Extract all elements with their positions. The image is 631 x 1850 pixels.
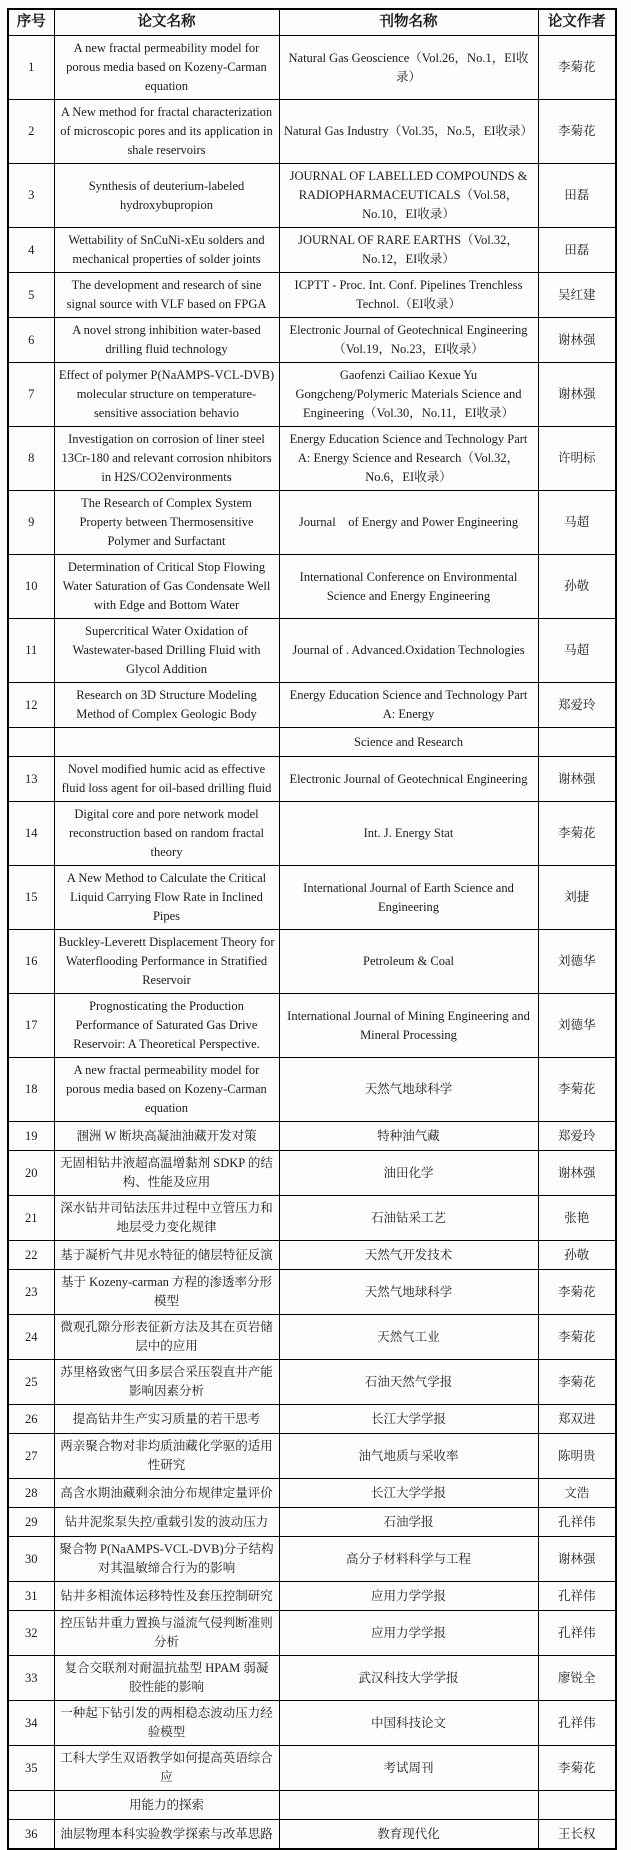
journal-cell: 中国科技论文: [279, 1701, 538, 1746]
table-row: [8, 1196, 616, 1241]
index-cell: [8, 728, 54, 757]
journal-cell: 应用力学学报: [279, 1582, 538, 1611]
author-cell: 文浩: [538, 1479, 616, 1508]
author-cell: 谢林强: [538, 1151, 616, 1196]
paper-title-cell: Investigation on corrosion of liner steel 13Cr-180 and relevant corrosion nhibitors in H2S/CO2environments: [54, 427, 279, 491]
author-cell: 李菊花: [538, 1360, 616, 1405]
header-author: 论文作者: [538, 9, 616, 36]
header-title: 论文名称: [54, 9, 279, 36]
paper-title-cell: Supercritical Water Oxidation of Wastewater-based Drilling Fluid with Glycol Addition: [54, 619, 279, 683]
table-row: [8, 930, 616, 994]
index-cell: 4: [8, 228, 54, 273]
journal-cell: 高分子材料科学与工程: [279, 1537, 538, 1582]
index-cell: 16: [8, 930, 54, 994]
author-cell: 孙敬: [538, 1241, 616, 1270]
journal-cell: JOURNAL OF RARE EARTHS（Vol.32，No.12，EI收录）: [279, 228, 538, 273]
paper-title-cell: Determination of Critical Stop Flowing Water Saturation of Gas Condensate Well with Edge and Bottom Water: [54, 555, 279, 619]
journal-cell: Journal of . Advanced.Oxidation Technologies: [279, 619, 538, 683]
paper-title-cell: Prognosticating the Production Performance of Saturated Gas Drive Reservoir: A Theoretical Perspective.: [54, 994, 279, 1058]
author-cell: 谢林强: [538, 1537, 616, 1582]
index-cell: 32: [8, 1611, 54, 1656]
table-row: [8, 1479, 616, 1508]
paper-title-cell: Wettability of SnCuNi-xEu solders and mechanical properties of solder joints: [54, 228, 279, 273]
paper-title-cell: 高含水期油藏剩余油分布规律定量评价: [54, 1479, 279, 1508]
journal-cell: 应用力学学报: [279, 1611, 538, 1656]
journal-cell: Journal of Energy and Power Engineering: [279, 491, 538, 555]
paper-title-cell: 聚合物 P(NaAMPS-VCL-DVB)分子结构对其温敏缔合行为的影响: [54, 1537, 279, 1582]
table-row: [8, 1434, 616, 1479]
table-row: [8, 728, 616, 757]
table-row: [8, 757, 616, 802]
author-cell: [538, 728, 616, 757]
paper-title-cell: 两亲聚合物对非均质油藏化学驱的适用性研究: [54, 1434, 279, 1479]
paper-title-cell: A novel strong inhibition water-based drilling fluid technology: [54, 318, 279, 363]
author-cell: 孔祥伟: [538, 1701, 616, 1746]
index-cell: [8, 1791, 54, 1820]
journal-cell: 长江大学学报: [279, 1405, 538, 1434]
author-cell: 王长权: [538, 1820, 616, 1850]
author-cell: 谢林强: [538, 318, 616, 363]
journal-cell: [279, 1791, 538, 1820]
paper-list-table: [7, 8, 617, 1850]
journal-cell: 天然气地球科学: [279, 1270, 538, 1315]
author-cell: 刘捷: [538, 866, 616, 930]
author-cell: 田磊: [538, 164, 616, 228]
index-cell: 2: [8, 100, 54, 164]
index-cell: 15: [8, 866, 54, 930]
table-row: [8, 1582, 616, 1611]
paper-title-cell: 钻井多相流体运移特性及套压控制研究: [54, 1582, 279, 1611]
paper-title-cell: A new fractal permeability model for porous media based on Kozeny-Carman equation: [54, 1058, 279, 1122]
table-row: [8, 1746, 616, 1791]
journal-cell: 天然气开发技术: [279, 1241, 538, 1270]
index-cell: 18: [8, 1058, 54, 1122]
index-cell: 23: [8, 1270, 54, 1315]
index-cell: 22: [8, 1241, 54, 1270]
paper-title-cell: Novel modified humic acid as effective fluid loss agent for oil-based drilling fluid: [54, 757, 279, 802]
paper-title-cell: 基于凝析气井见水特征的储层特征反演: [54, 1241, 279, 1270]
paper-title-cell: The development and research of sine signal source with VLF based on FPGA: [54, 273, 279, 318]
paper-title-cell: 用能力的探索: [54, 1791, 279, 1820]
journal-cell: Petroleum & Coal: [279, 930, 538, 994]
journal-cell: International Journal of Mining Engineering and Mineral Processing: [279, 994, 538, 1058]
journal-cell: Natural Gas Industry（Vol.35，No.5，EI收录）: [279, 100, 538, 164]
index-cell: 26: [8, 1405, 54, 1434]
table-row: [8, 994, 616, 1058]
paper-title-cell: 深水钻井司钻法压井过程中立管压力和地层受力变化规律: [54, 1196, 279, 1241]
journal-cell: 石油天然气学报: [279, 1360, 538, 1405]
table-row: [8, 1405, 616, 1434]
table-row: [8, 802, 616, 866]
table-header: [8, 9, 616, 36]
paper-table-body: [8, 36, 616, 1850]
table-row: [8, 1611, 616, 1656]
author-cell: 李菊花: [538, 1746, 616, 1791]
index-cell: 8: [8, 427, 54, 491]
index-cell: 19: [8, 1122, 54, 1151]
paper-title-cell: A new fractal permeability model for porous media based on Kozeny-Carman equation: [54, 36, 279, 100]
table-row: [8, 619, 616, 683]
table-row: [8, 1122, 616, 1151]
author-cell: 刘德华: [538, 930, 616, 994]
author-cell: 孔祥伟: [538, 1508, 616, 1537]
author-cell: 孔祥伟: [538, 1611, 616, 1656]
table-row: [8, 1820, 616, 1850]
author-cell: 郑双进: [538, 1405, 616, 1434]
author-cell: 马超: [538, 491, 616, 555]
index-cell: 9: [8, 491, 54, 555]
journal-cell: 教育现代化: [279, 1820, 538, 1850]
journal-cell: International Journal of Earth Science and Engineering: [279, 866, 538, 930]
author-cell: 吴红建: [538, 273, 616, 318]
table-row: [8, 866, 616, 930]
table-row: [8, 164, 616, 228]
journal-cell: 考试周刊: [279, 1746, 538, 1791]
index-cell: 36: [8, 1820, 54, 1850]
index-cell: 12: [8, 683, 54, 728]
journal-cell: Energy Education Science and Technology Part A: Energy Science and Research（Vol.32，No.6，EI收录）: [279, 427, 538, 491]
author-cell: 李菊花: [538, 802, 616, 866]
paper-title-cell: 涠洲 W 断块高凝油油藏开发对策: [54, 1122, 279, 1151]
index-cell: 30: [8, 1537, 54, 1582]
journal-cell: 长江大学学报: [279, 1479, 538, 1508]
table-row: [8, 228, 616, 273]
table-row: [8, 273, 616, 318]
journal-cell: 石油学报: [279, 1508, 538, 1537]
journal-cell: Energy Education Science and Technology Part A: Energy: [279, 683, 538, 728]
paper-title-cell: 微观孔隙分形表征新方法及其在页岩储层中的应用: [54, 1315, 279, 1360]
paper-title-cell: 无固相钻井液超高温增黏剂 SDKP 的结构、性能及应用: [54, 1151, 279, 1196]
paper-title-cell: Synthesis of deuterium-labeled hydroxybupropion: [54, 164, 279, 228]
table-row: [8, 1151, 616, 1196]
paper-title-cell: 一种起下钻引发的两相稳态波动压力经验模型: [54, 1701, 279, 1746]
author-cell: 李菊花: [538, 1058, 616, 1122]
header-index: 序号: [8, 9, 54, 36]
paper-title-cell: Effect of polymer P(NaAMPS-VCL-DVB) molecular structure on temperature-sensitive association behavio: [54, 363, 279, 427]
index-cell: 11: [8, 619, 54, 683]
table-row: [8, 1270, 616, 1315]
author-cell: 谢林强: [538, 757, 616, 802]
author-cell: [538, 1791, 616, 1820]
journal-cell: Electronic Journal of Geotechnical Engineering: [279, 757, 538, 802]
paper-title-cell: A New method for fractal characterization of microscopic pores and its application in shale reservoirs: [54, 100, 279, 164]
paper-title-cell: 苏里格致密气田多层合采压裂直井产能影响因素分析: [54, 1360, 279, 1405]
author-cell: 郑爱玲: [538, 1122, 616, 1151]
header-row: [8, 9, 616, 36]
index-cell: 29: [8, 1508, 54, 1537]
header-journal: 刊物名称: [279, 9, 538, 36]
index-cell: 10: [8, 555, 54, 619]
table-row: [8, 1656, 616, 1701]
table-row: [8, 1315, 616, 1360]
table-row: [8, 683, 616, 728]
table-row: [8, 1058, 616, 1122]
index-cell: 5: [8, 273, 54, 318]
author-cell: 李菊花: [538, 36, 616, 100]
journal-cell: Natural Gas Geoscience（Vol.26，No.1，EI收录）: [279, 36, 538, 100]
author-cell: 廖锐全: [538, 1656, 616, 1701]
journal-cell: 石油钻采工艺: [279, 1196, 538, 1241]
paper-title-cell: Buckley-Leverett Displacement Theory for Waterflooding Performance in Stratified Reservoir: [54, 930, 279, 994]
paper-title-cell: 钻井泥浆泵失控/重载引发的波动压力: [54, 1508, 279, 1537]
journal-cell: 特种油气藏: [279, 1122, 538, 1151]
table-row: [8, 363, 616, 427]
index-cell: 33: [8, 1656, 54, 1701]
table-row: [8, 1537, 616, 1582]
table-row: [8, 1241, 616, 1270]
index-cell: 17: [8, 994, 54, 1058]
table-row: [8, 1791, 616, 1820]
paper-title-cell: Research on 3D Structure Modeling Method of Complex Geologic Body: [54, 683, 279, 728]
table-row: [8, 555, 616, 619]
paper-title-cell: 提高钻井生产实习质量的若干思考: [54, 1405, 279, 1434]
index-cell: 24: [8, 1315, 54, 1360]
paper-title-cell: A New Method to Calculate the Critical Liquid Carrying Flow Rate in Inclined Pipes: [54, 866, 279, 930]
table-row: [8, 36, 616, 100]
journal-cell: Gaofenzi Cailiao Kexue Yu Gongcheng/Polymeric Materials Science and Engineering（Vol.30，No.11，EI收录）: [279, 363, 538, 427]
table-row: [8, 100, 616, 164]
index-cell: 3: [8, 164, 54, 228]
index-cell: 25: [8, 1360, 54, 1405]
table-row: [8, 318, 616, 363]
journal-cell: 油气地质与采收率: [279, 1434, 538, 1479]
index-cell: 7: [8, 363, 54, 427]
author-cell: 田磊: [538, 228, 616, 273]
index-cell: 35: [8, 1746, 54, 1791]
author-cell: 张艳: [538, 1196, 616, 1241]
paper-title-cell: 工科大学生双语教学如何提高英语综合应: [54, 1746, 279, 1791]
table-row: [8, 491, 616, 555]
author-cell: 许明标: [538, 427, 616, 491]
paper-title-cell: The Research of Complex System Property between Thermosensitive Polymer and Surfactant: [54, 491, 279, 555]
author-cell: 李菊花: [538, 1315, 616, 1360]
index-cell: 14: [8, 802, 54, 866]
index-cell: 6: [8, 318, 54, 363]
index-cell: 34: [8, 1701, 54, 1746]
author-cell: 孔祥伟: [538, 1582, 616, 1611]
journal-cell: Electronic Journal of Geotechnical Engineering（Vol.19，No.23，EI收录）: [279, 318, 538, 363]
index-cell: 20: [8, 1151, 54, 1196]
index-cell: 28: [8, 1479, 54, 1508]
table-row: [8, 1508, 616, 1537]
journal-cell: ICPTT - Proc. Int. Conf. Pipelines Trenchless Technol.（EI收录）: [279, 273, 538, 318]
journal-cell: Int. J. Energy Stat: [279, 802, 538, 866]
author-cell: 谢林强: [538, 363, 616, 427]
author-cell: 刘德华: [538, 994, 616, 1058]
journal-cell: 油田化学: [279, 1151, 538, 1196]
index-cell: 13: [8, 757, 54, 802]
journal-cell: International Conference on Environmental Science and Energy Engineering: [279, 555, 538, 619]
table-row: [8, 1360, 616, 1405]
paper-title-cell: 控压钻井重力置换与溢流气侵判断准则分析: [54, 1611, 279, 1656]
author-cell: 马超: [538, 619, 616, 683]
paper-title-cell: 复合交联剂对耐温抗盐型 HPAM 弱凝胶性能的影响: [54, 1656, 279, 1701]
table-row: [8, 427, 616, 491]
paper-title-cell: Digital core and pore network model reconstruction based on random fractal theory: [54, 802, 279, 866]
index-cell: 21: [8, 1196, 54, 1241]
paper-title-cell: 油层物理本科实验教学探索与改革思路: [54, 1820, 279, 1850]
paper-title-cell: [54, 728, 279, 757]
journal-cell: 武汉科技大学学报: [279, 1656, 538, 1701]
author-cell: 郑爱玲: [538, 683, 616, 728]
paper-title-cell: 基于 Kozeny-carman 方程的渗透率分形模型: [54, 1270, 279, 1315]
author-cell: 孙敬: [538, 555, 616, 619]
journal-cell: 天然气工业: [279, 1315, 538, 1360]
index-cell: 27: [8, 1434, 54, 1479]
author-cell: 陈明贵: [538, 1434, 616, 1479]
journal-cell: Science and Research: [279, 728, 538, 757]
index-cell: 1: [8, 36, 54, 100]
author-cell: 李菊花: [538, 100, 616, 164]
table-row: [8, 1701, 616, 1746]
journal-cell: 天然气地球科学: [279, 1058, 538, 1122]
journal-cell: JOURNAL OF LABELLED COMPOUNDS & RADIOPHARMACEUTICALS（Vol.58，No.10，EI收录）: [279, 164, 538, 228]
author-cell: 李菊花: [538, 1270, 616, 1315]
index-cell: 31: [8, 1582, 54, 1611]
